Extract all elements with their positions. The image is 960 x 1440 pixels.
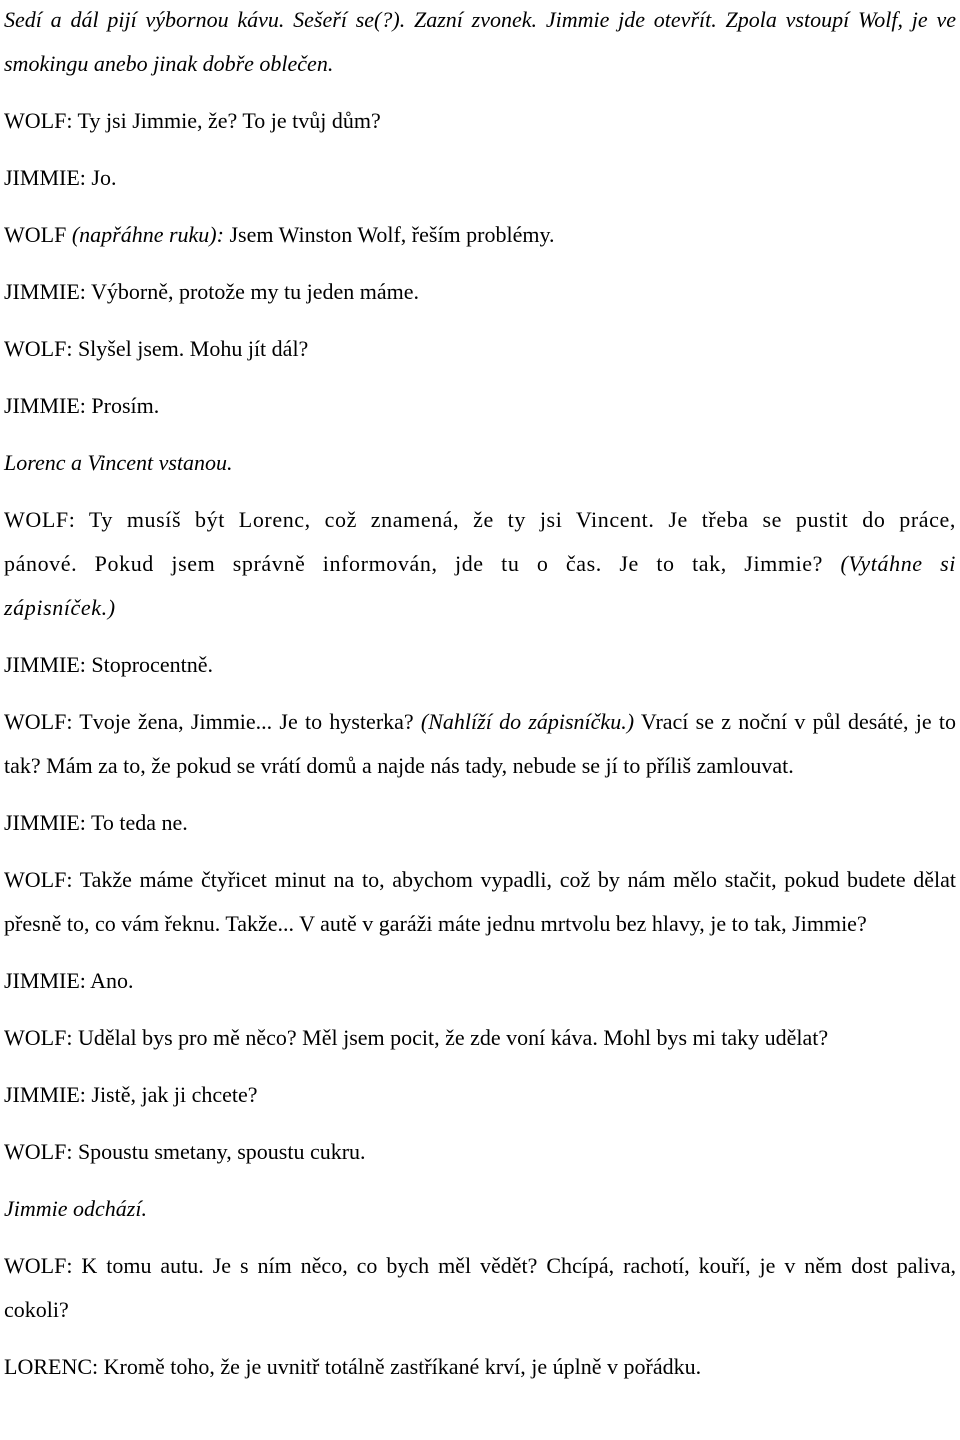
dialogue-text: WOLF: Ty jsi Jimmie, že? To je tvůj dům? <box>4 108 381 133</box>
dialogue-text: LORENC: Kromě toho, že je uvnitř totálně zastříkané krví, je úplně v pořádku. <box>4 1354 702 1379</box>
paragraph <box>4 1016 956 1060</box>
paragraph <box>4 700 956 788</box>
dialogue-text: WOLF: Ty musíš být Lorenc, což znamená, že ty jsi Vincent. Je třeba se pustit do práce, pánové. Pokud jsem správně informován, jde tu o čas. Je to tak, Jimmie? <box>4 507 956 576</box>
paragraph <box>4 1187 956 1231</box>
document-page <box>4 0 956 1389</box>
dialogue-text: JIMMIE: To teda ne. <box>4 810 188 835</box>
paragraph <box>4 270 956 314</box>
paragraph <box>4 384 956 428</box>
paragraph <box>4 1345 956 1389</box>
dialogue-text: JIMMIE: Prosím. <box>4 393 160 418</box>
dialogue-text: WOLF: Udělal bys pro mě něco? Měl jsem pocit, že zde voní káva. Mohl bys mi taky udělat? <box>4 1025 829 1050</box>
stage-direction: Lorenc a Vincent vstanou. <box>4 450 233 475</box>
paragraph <box>4 441 956 485</box>
stage-direction: (Nahlíží do zápisníčku.) <box>420 709 635 734</box>
dialogue-text: JIMMIE: Stoprocentně. <box>4 652 213 677</box>
stage-direction: (napřáhne ruku): <box>71 222 224 247</box>
paragraph <box>4 0 956 86</box>
stage-direction: (Vytáhne si zápisníček.) <box>4 551 956 620</box>
dialogue-text: WOLF: Spoustu smetany, spoustu cukru. <box>4 1139 366 1164</box>
paragraph <box>4 327 956 371</box>
paragraph <box>4 801 956 845</box>
paragraph <box>4 99 956 143</box>
paragraph <box>4 643 956 687</box>
stage-direction: Jimmie odchází. <box>4 1196 147 1221</box>
paragraph <box>4 858 956 946</box>
paragraph <box>4 213 956 257</box>
dialogue-text: JIMMIE: Jo. <box>4 165 117 190</box>
stage-direction: Sedí a dál pijí výbornou kávu. Sešeří se(?). Zazní zvonek. Jimmie jde otevřít. Zpola vstoupí Wolf, je ve smokingu anebo jinak dobře oblečen. <box>4 7 956 76</box>
paragraph <box>4 959 956 1003</box>
dialogue-text: WOLF: K tomu autu. Je s ním něco, co bych měl vědět? Chcípá, rachotí, kouří, je v něm dost paliva, cokoli? <box>4 1253 956 1322</box>
dialogue-text: Jsem Winston Wolf, řeším problémy. <box>223 222 555 247</box>
paragraph <box>4 1244 956 1332</box>
dialogue-text: WOLF: Takže máme čtyřicet minut na to, abychom vypadli, což by nám mělo stačit, pokud budete dělat přesně to, co vám řeknu. Takže... V autě v garáži máte jednu mrtvolu bez hlavy, je to tak, Jimmie? <box>4 867 956 936</box>
dialogue-text: JIMMIE: Jistě, jak ji chcete? <box>4 1082 258 1107</box>
dialogue-text: Vrací se z noční v půl desáté, je to tak? Mám za to, že pokud se vrátí domů a najde nás tady, nebude se jí to příliš zamlouvat. <box>4 709 956 778</box>
paragraph <box>4 498 956 630</box>
dialogue-text: WOLF <box>4 222 72 247</box>
paragraph <box>4 156 956 200</box>
dialogue-text: WOLF: Slyšel jsem. Mohu jít dál? <box>4 336 309 361</box>
dialogue-text: WOLF: Tvoje žena, Jimmie... Je to hysterka? <box>4 709 421 734</box>
dialogue-text: JIMMIE: Ano. <box>4 968 134 993</box>
dialogue-text: JIMMIE: Výborně, protože my tu jeden máme. <box>4 279 420 304</box>
paragraph <box>4 1130 956 1174</box>
paragraph <box>4 1073 956 1117</box>
